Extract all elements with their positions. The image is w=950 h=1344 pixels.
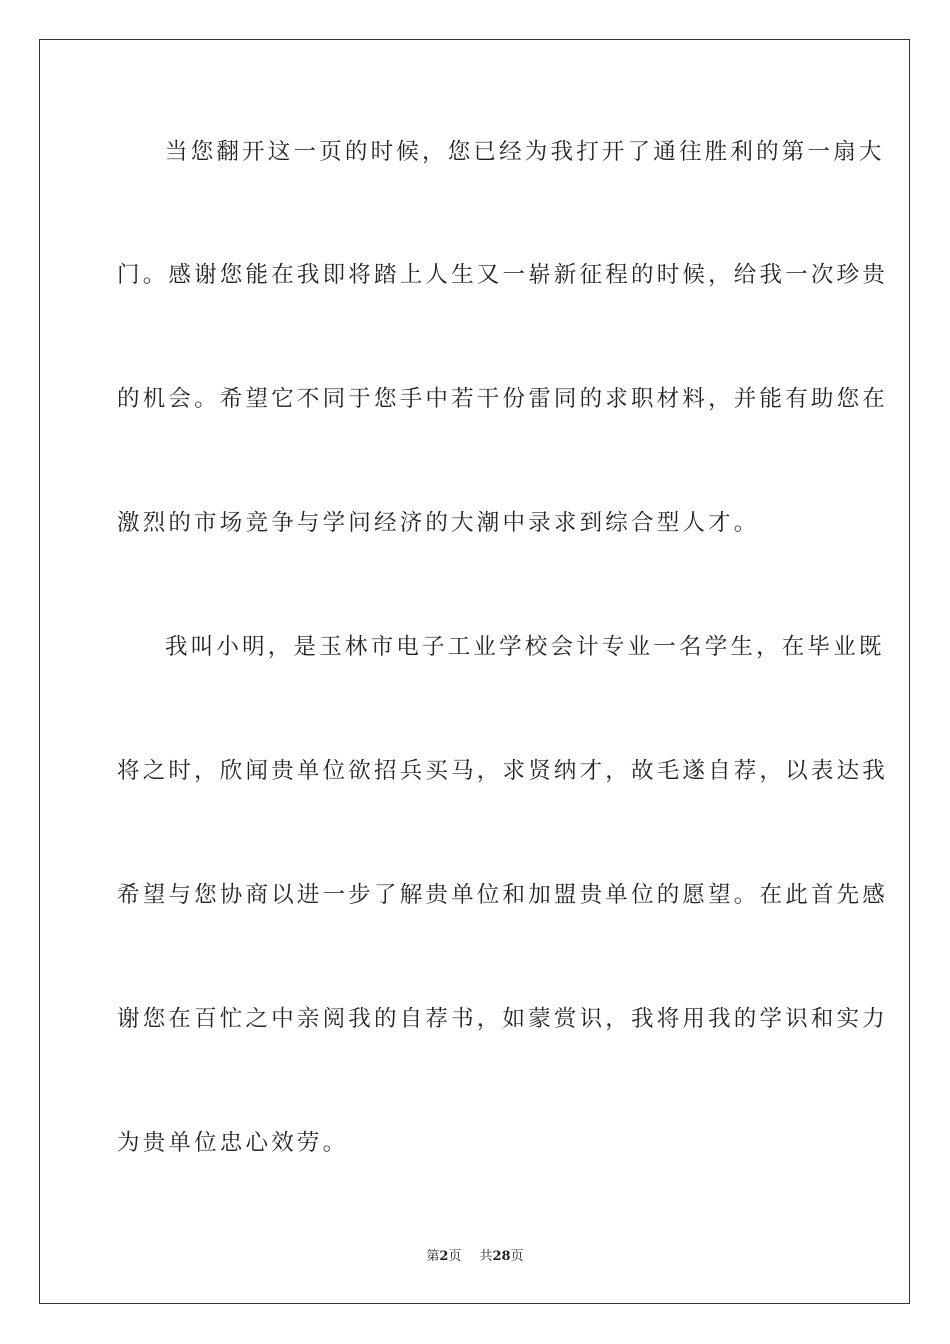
total-suffix: 页 [510,1249,524,1264]
paragraph-line: 希望与您协商以进一步了解贵单位和加盟贵单位的愿望。在此首先感 [117,882,889,908]
page-number-indicator [426,1249,461,1264]
paragraph-line: 谢您在百忙之中亲阅我的自荐书，如蒙赏识，我将用我的学识和实力 [117,1006,889,1032]
paragraph-line: 我叫小明，是玉林市电子工业学校会计专业一名学生，在毕业既 [165,634,885,660]
paragraph-line: 当您翻开这一页的时候，您已经为我打开了通往胜利的第一扇大 [165,139,885,165]
paragraph-line: 将之时，欣闻贵单位欲招兵买马，求贤纳才，故毛遂自荐，以表达我 [117,758,889,784]
total-page-count: 28 [492,1249,511,1264]
page-prefix: 第 [426,1249,440,1264]
page-suffix: 页 [448,1249,462,1264]
paragraph-line: 门。感谢您能在我即将踏上人生又一崭新征程的时候，给我一次珍贵 [117,262,889,288]
paragraph-line: 为贵单位忠心效劳。 [117,1130,349,1156]
page-border [39,39,910,1304]
total-prefix: 共 [479,1249,493,1264]
paragraph-line: 的机会。希望它不同于您手中若干份雷同的求职材料，并能有助您在 [117,386,889,412]
total-pages-indicator [479,1249,523,1264]
page-footer [0,1248,950,1266]
current-page-number: 2 [439,1249,449,1264]
paragraph-line: 激烈的市场竞争与学问经济的大潮中录求到综合型人才。 [117,510,760,536]
